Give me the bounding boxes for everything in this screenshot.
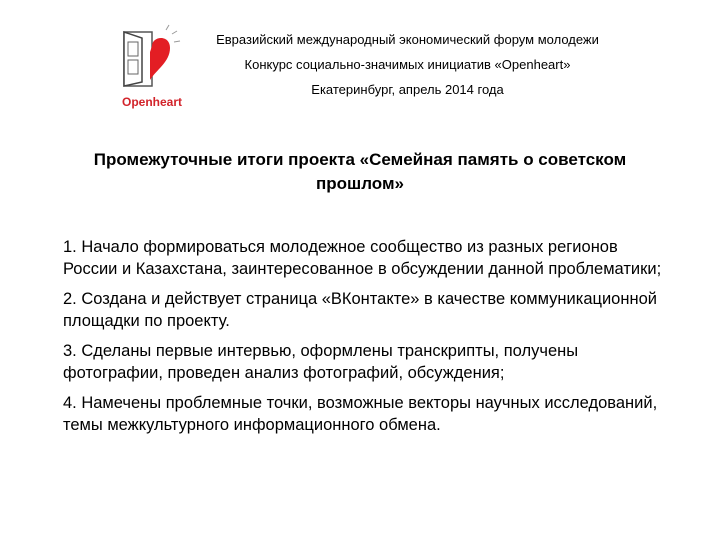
list-item: 1. Начало формироваться молодежное сообщество из разных регионов России и Казахстана, заинтересованное в обсуждении данной проблематики; — [63, 238, 662, 278]
list-item: 4. Намечены проблемные точки, возможные векторы научных исследований, темы межкультурного информационного обмена. — [63, 394, 658, 434]
location-date: Екатеринбург, апрель 2014 года — [311, 82, 504, 97]
list-item: 2. Создана и действует страница «ВКонтакте» в качестве коммуникационной площадки по проекту. — [63, 290, 657, 330]
openheart-logo — [112, 22, 192, 110]
forum-name: Евразийский международный экономический форум молодежи — [216, 32, 599, 47]
door-heart-icon — [112, 22, 192, 94]
results-list — [63, 236, 663, 444]
slide-title: Промежуточные итоги проекта «Семейная память о советском прошлом» — [93, 150, 627, 193]
logo-text: Openheart — [121, 95, 182, 109]
list-item: 3. Сделаны первые интервью, оформлены транскрипты, получены фотографии, проведен анализ фотографий, обсуждения; — [63, 342, 579, 382]
event-header — [195, 32, 620, 107]
contest-name: Конкурс социально-значимых инициатив «Openheart» — [244, 57, 571, 72]
